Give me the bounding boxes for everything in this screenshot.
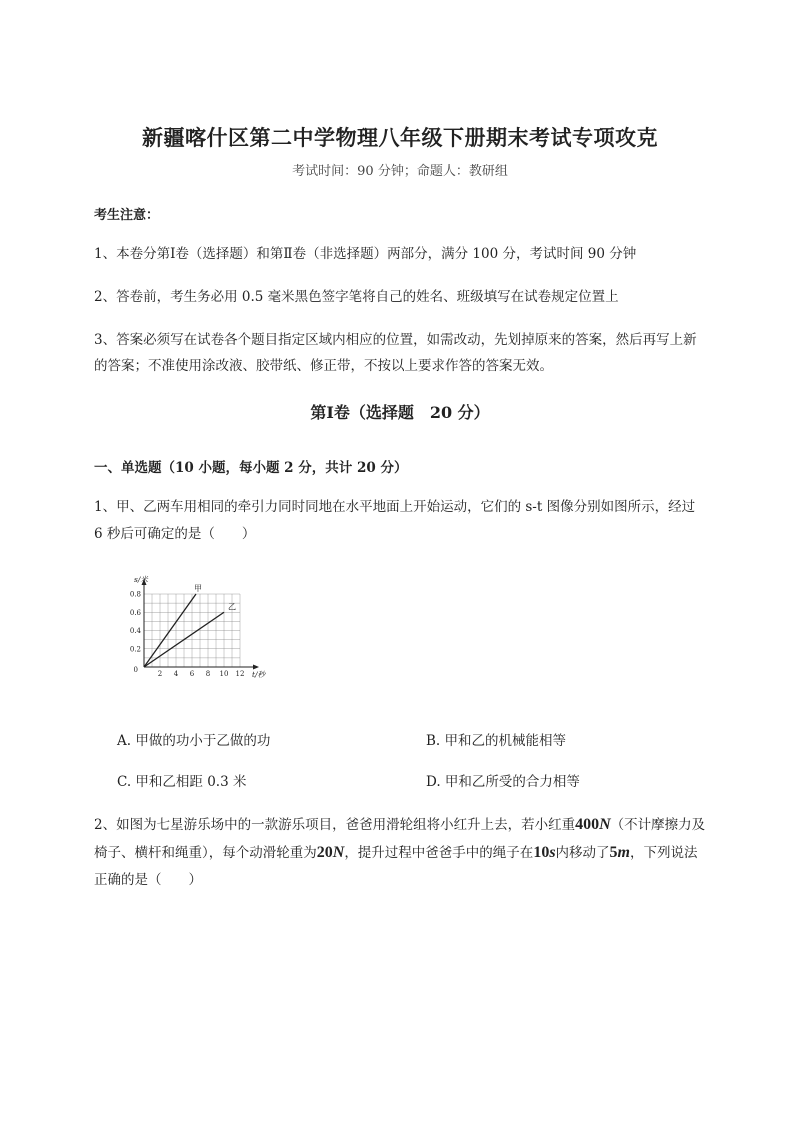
x-tick-label: 4 — [173, 670, 179, 678]
q2-text-part5: ，下列说法正确的是（ ） — [94, 845, 698, 888]
notice-heading: 考生注意： — [94, 208, 160, 223]
question-1: 1、甲、乙两车用相同的牵引力同时同地在水平地面上开始运动，它们的 s-t 图像分别如图所示，经过 6 秒后可确定的是（ ） — [94, 499, 696, 542]
series-label-jia: 甲 — [194, 584, 202, 593]
series-label-yi: 乙 — [228, 602, 236, 612]
part-heading: 一、单选题（10 小题，每小题 2 分，共计 20 分） — [94, 460, 408, 476]
exam-title: 新疆喀什区第二中学物理八年级下册期末考试专项攻克 — [142, 125, 658, 150]
notice-item-2: 2、答卷前，考生务必用 0.5 毫米黑色签字笔将自己的姓名、班级填写在试卷规定位置上 — [94, 289, 619, 305]
q2-text-part1: 2、如图为七星游乐场中的一款游乐项目，爸爸用滑轮组将小红升上去，若小红重 — [94, 817, 576, 833]
q2-text-part3: ，提升过程中爸爸手中的绳子在 — [344, 845, 534, 861]
section-title: 第Ⅰ卷（选择题 20 分） — [310, 403, 490, 422]
x-axis-arrow — [253, 665, 259, 670]
y-axis-label: s/米 — [134, 575, 148, 584]
y-tick-label: 0.2 — [129, 645, 141, 654]
origin-label: 0 — [133, 666, 138, 674]
q2-text-part4: 内移动了 — [555, 845, 610, 861]
x-axis-label: t/秒 — [252, 670, 266, 679]
x-tick-label: 6 — [189, 670, 195, 678]
y-tick-label: 0.8 — [129, 590, 141, 599]
notice-item-1: 1、本卷分第Ⅰ卷（选择题）和第Ⅱ卷（非选择题）两部分，满分 100 分，考试时间 90 分钟 — [94, 246, 637, 262]
q1-option-d[interactable]: D. 甲和乙所受的合力相等 — [426, 774, 580, 790]
q1-option-a[interactable]: A. 甲做的功小于乙做的功 — [117, 733, 271, 749]
q2-time-value: 10s — [533, 844, 556, 861]
st-graph — [110, 572, 270, 692]
q2-text-part2: （不计摩擦力及椅子、横杆和绳重），每个动滑轮重为 — [94, 817, 706, 861]
q2-weight-value: 400N — [575, 816, 611, 833]
question-2 — [94, 811, 706, 894]
y-tick-label: 0.6 — [129, 608, 141, 617]
q1-option-b[interactable]: B. 甲和乙的机械能相等 — [426, 733, 567, 749]
notice-item-3: 3、答案必须写在试卷各个题目指定区域内相应的位置，如需改动，先划掉原来的答案，然后再写上新的答案；不准使用涂改液、胶带纸、修正带，不按以上要求作答的答案无效。 — [94, 332, 697, 374]
x-tick-label: 10 — [219, 670, 229, 678]
x-tick-label: 2 — [157, 670, 163, 678]
q1-option-c[interactable]: C. 甲和乙相距 0.3 米 — [117, 774, 247, 790]
exam-subtitle: 考试时间：90 分钟；命题人：教研组 — [292, 164, 508, 179]
y-tick-label: 0.4 — [129, 627, 141, 635]
q2-distance-value: 5m — [609, 844, 630, 861]
x-tick-label: 12 — [235, 670, 245, 678]
q2-pulley-weight-value: 20N — [316, 844, 345, 861]
x-tick-label: 8 — [205, 670, 211, 678]
